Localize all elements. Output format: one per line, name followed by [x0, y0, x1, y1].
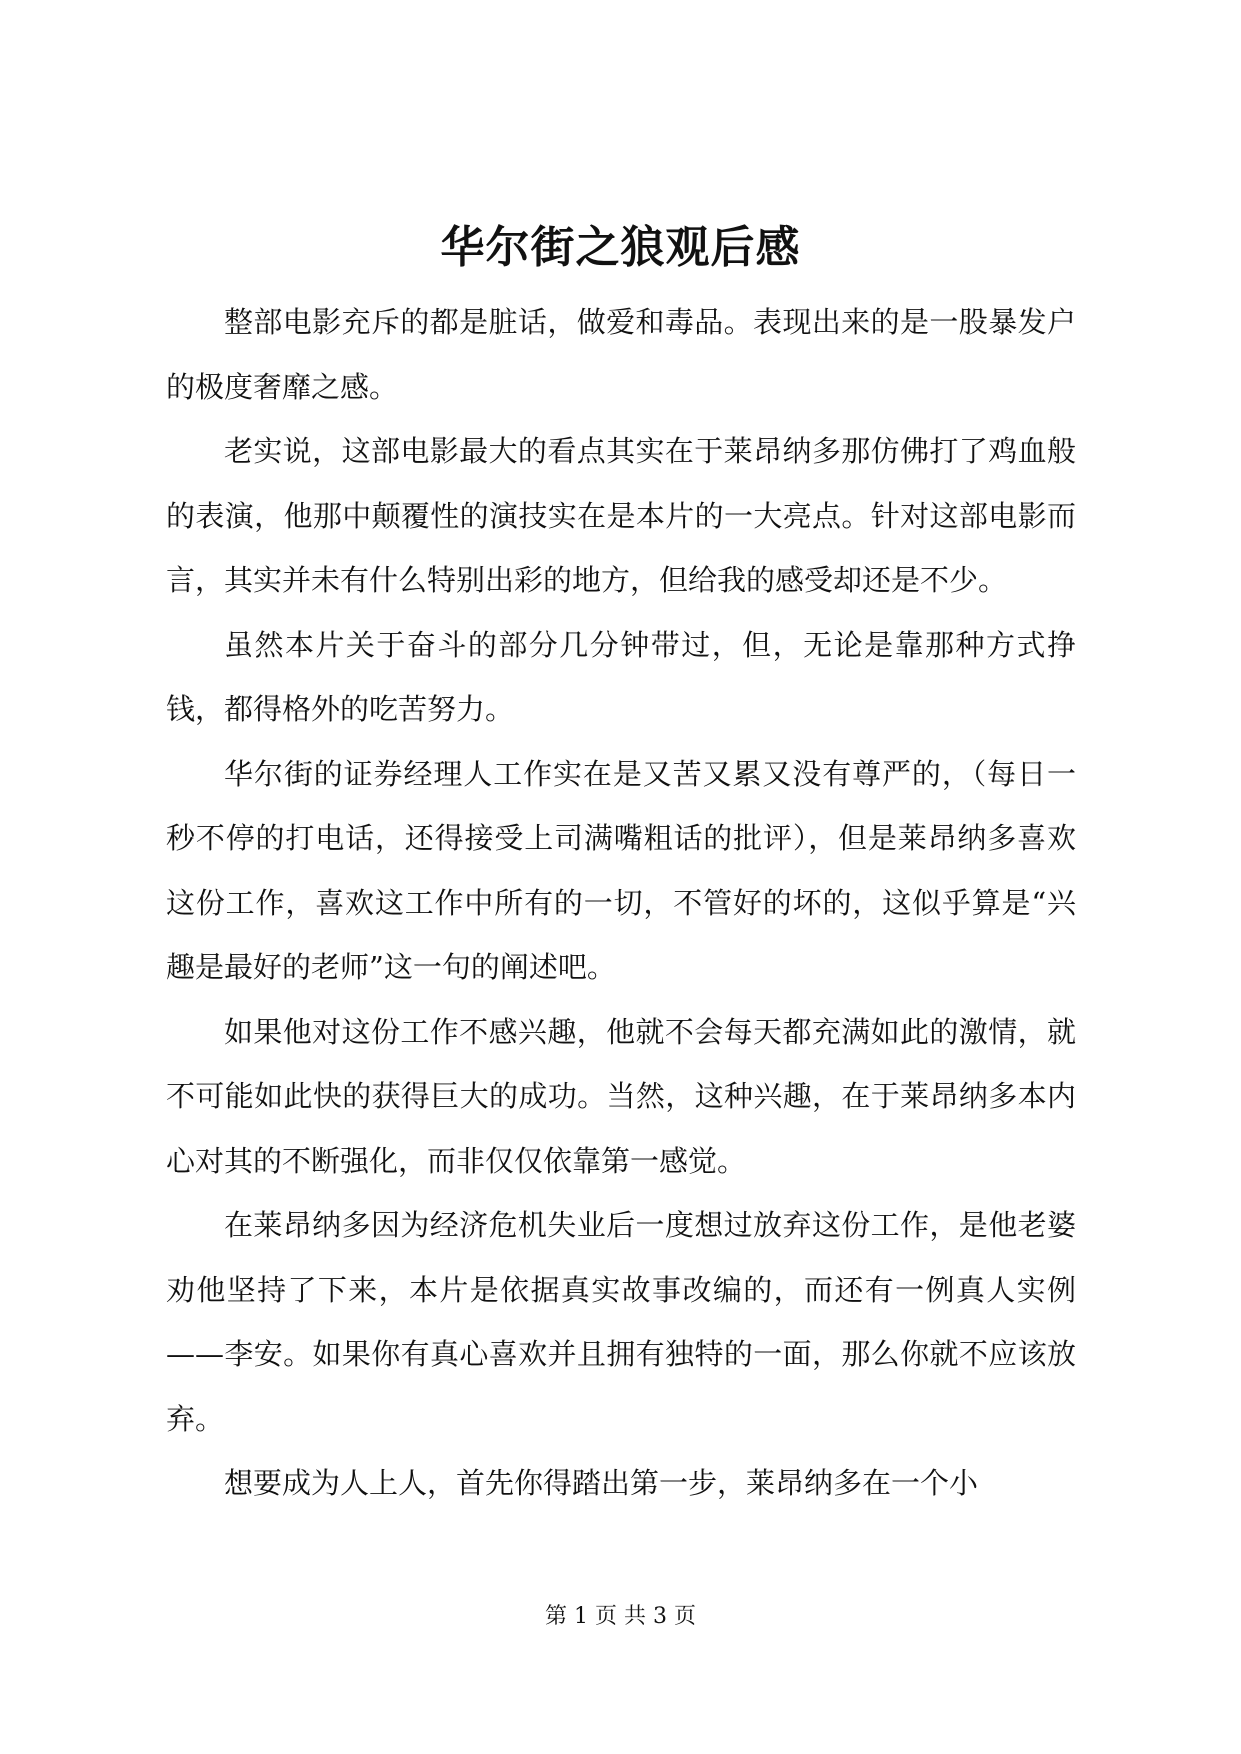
document-title: 华尔街之狼观后感 — [440, 222, 801, 273]
document-body — [166, 290, 1076, 1516]
paragraph-1: 整部电影充斥的都是脏话，做爱和毒品。表现出来的是一股暴发户的极度奢靡之感。 — [166, 305, 1076, 404]
paragraph-7: 想要成为人上人，首先你得踏出第一步，莱昂纳多在一个小 — [224, 1466, 979, 1500]
paragraph-2: 老实说，这部电影最大的看点其实在于莱昂纳多那仿佛打了鸡血般的表演，他那中颠覆性的演技实在是本片的一大亮点。针对这部电影而言，其实并未有什么特别出彩的地方，但给我的感受却还是不少。 — [166, 434, 1076, 597]
paragraph-6: 在莱昂纳多因为经济危机失业后一度想过放弃这份工作，是他老婆劝他坚持了下来，本片是依据真实故事改编的，而还有一例真人实例——李安。如果你有真心喜欢并且拥有独特的一面，那么你就不应该放弃。 — [166, 1208, 1076, 1436]
paragraph-3: 虽然本片关于奋斗的部分几分钟带过，但，无论是靠那种方式挣钱，都得格外的吃苦努力。 — [166, 627, 1076, 726]
page-number-footer: 第 1 页 共 3 页 — [545, 1604, 696, 1629]
paragraph-5: 如果他对这份工作不感兴趣，他就不会每天都充满如此的激情，就不可能如此快的获得巨大的成功。当然，这种兴趣，在于莱昂纳多本内心对其的不断强化，而非仅仅依靠第一感觉。 — [166, 1014, 1076, 1178]
paragraph-4: 华尔街的证券经理人工作实在是又苦又累又没有尊严的，（每日一秒不停的打电话，还得接受上司满嘴粗话的批评），但是莱昂纳多喜欢这份工作，喜欢这工作中所有的一切，不管好的坏的，这似乎算是“兴趣是最好的老师”这一句的阐述吧。 — [166, 756, 1076, 984]
